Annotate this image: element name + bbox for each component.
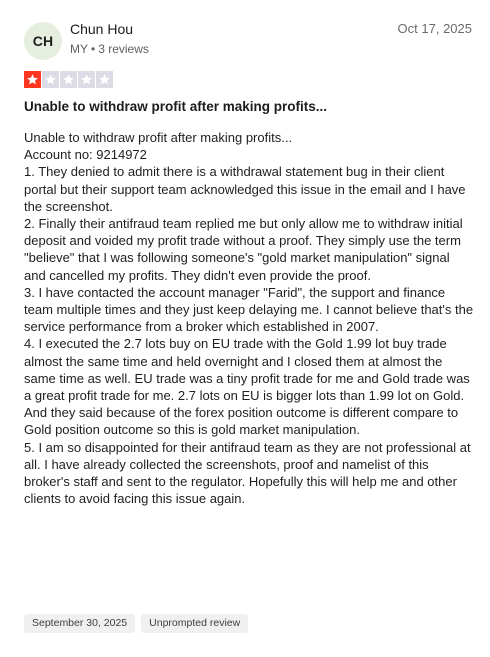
review-body-line: Account no: 9214972 <box>24 147 147 163</box>
separator-dot: • <box>91 42 96 56</box>
review-body-line: 4. I executed the 2.7 lots buy on EU trade with the Gold 1.99 lot buy trade almost the same time and held overnight and I closed them at almost the same time as well. EU trade was a tiny profit trade for me and Gold trade was a great profit trade for me. 2.7 lots on EU is bigger lots than 1.99 lot on Gold. And they said because of the forex position outcome is different compare to Gold position outcome so this is gold market manipulation. <box>24 336 470 438</box>
star-rating <box>24 71 113 88</box>
review-title[interactable]: Unable to withdraw profit after making profits... <box>24 99 328 114</box>
review-body-line: Unable to withdraw profit after making profits... <box>24 130 293 145</box>
star-icon <box>26 73 39 86</box>
unprompted-review-badge[interactable]: Unprompted review <box>141 614 248 633</box>
review-body <box>24 129 474 507</box>
review-date: Oct 17, 2025 <box>397 21 472 36</box>
star-icon <box>62 73 75 86</box>
reviewer-meta <box>70 41 149 57</box>
review-body-line: 3. I have contacted the account manager "Farid", the support and finance team multiple times and they just keep delaying me. I cannot believe that's the service performance from a broker which established in 2007. <box>24 284 474 335</box>
experience-date-badge: September 30, 2025 <box>24 614 135 633</box>
star-filled <box>24 71 41 88</box>
reviewer-info <box>70 20 149 57</box>
review-body-line: 2. Finally their antifraud team replied me but only allow me to withdraw initial deposit and voided my profit trade without a proof. They simply use the term "believe" that I was following someone's "gold market manipulation" signal and cancelled my profits. They didn't even provide the proof. <box>24 216 463 283</box>
star-icon <box>98 73 111 86</box>
reviewer-name[interactable]: Chun Hou <box>70 21 134 37</box>
star-empty <box>42 71 59 88</box>
star-empty <box>78 71 95 88</box>
avatar[interactable]: CH <box>24 22 62 60</box>
review-body-line: 1. They denied to admit there is a withdrawal statement bug in their client portal but their support team acknowledged this issue in the email and I have the screenshot. <box>24 164 466 214</box>
review-header <box>24 18 472 62</box>
reviewer-review-count: 3 reviews <box>98 42 149 56</box>
review-tags <box>24 614 248 633</box>
reviewer-country: MY <box>70 42 88 56</box>
review-body-line: 5. I am so disappointed for their antifraud team as they are not professional at all. I have already collected the screenshots, proof and namelist of this broker's staff and sent to the regulator. Hopefully this will help me and other clients to avoid facing this issue again. <box>24 439 471 507</box>
star-empty <box>96 71 113 88</box>
star-icon <box>80 73 93 86</box>
star-empty <box>60 71 77 88</box>
star-icon <box>44 73 57 86</box>
